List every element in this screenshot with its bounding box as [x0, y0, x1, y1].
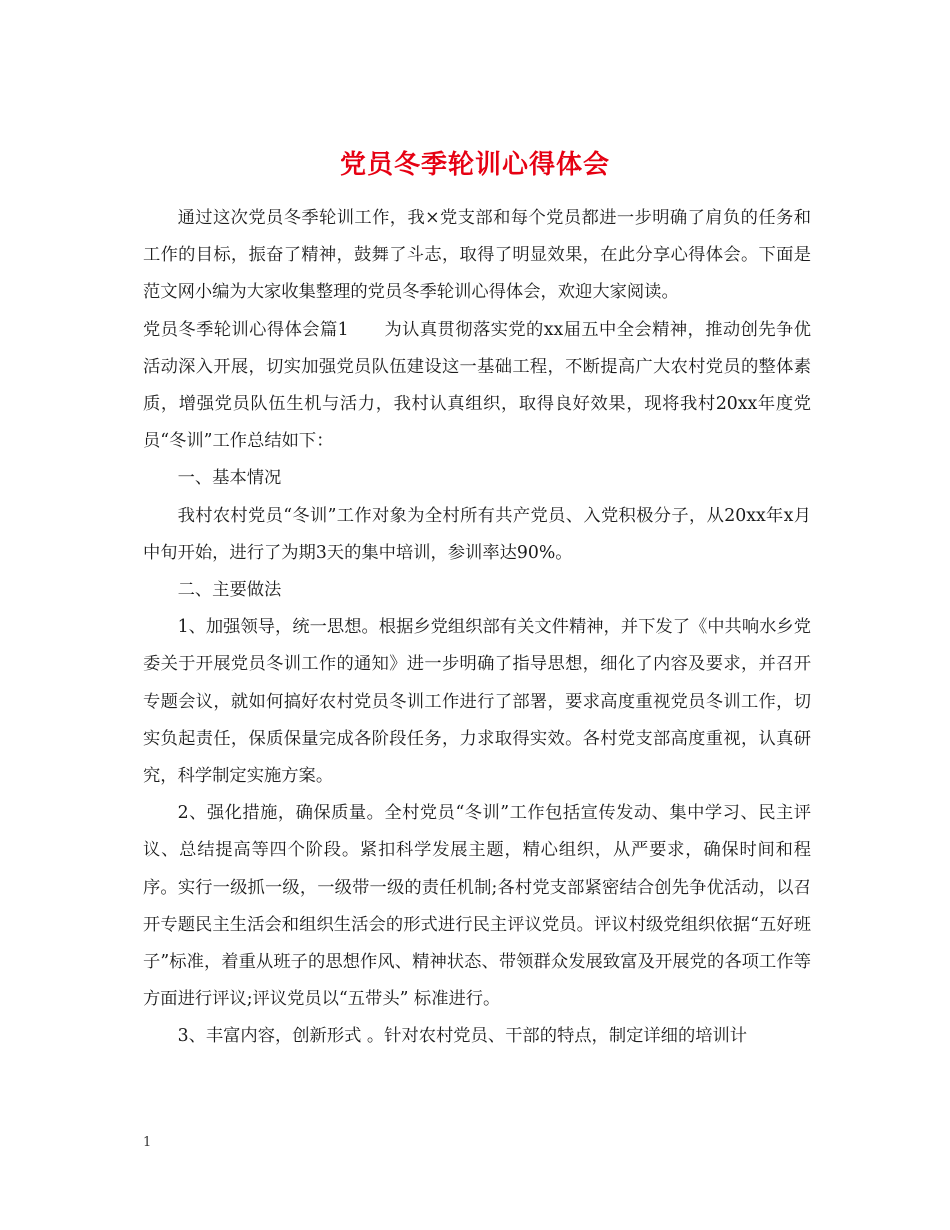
paragraph-practice-1: 1、加强领导，统一思想。根据乡党组织部有关文件精神，并下发了《中共响水乡党委关于开展党员冬训工作的通知》进一步明确了指导思想，细化了内容及要求，并召开专题会议，就如何搞好农村党员冬训工作进行了部署，要求高度重视党员冬训工作，切实负起责任，保质保量完成各阶段任务，力求取得实效。各村党支部高度重视，认真研究，科学制定实施方案。	[143, 617, 811, 787]
paragraph-basic-situation: 我村农村党员“冬训”工作对象为全村所有共产党员、入党积极分子，从20xx年x月中旬开始，进行了为期3天的集中培训，参训率达90%。	[143, 505, 811, 563]
heading-main-practices: 二、主要做法	[177, 580, 282, 601]
paragraph-practice-3: 3、丰富内容，创新形式 。针对农村党员、干部的特点，制定详细的培训计	[177, 1026, 748, 1047]
paragraph-article-1-intro: 党员冬季轮训心得体会篇1 为认真贯彻落实党的xx届五中全会精神，推动创先争优活动深入开展，切实加强党员队伍建设这一基础工程，不断提高广大农村党员的整体素质，增强党员队伍生机与活力，我村认真组织，取得良好效果，现将我村20xx年度党员“冬训”工作总结如下：	[143, 319, 811, 452]
document-title: 党员冬季轮训心得体会	[339, 150, 610, 181]
page-number: 1	[143, 1135, 152, 1150]
heading-basic-situation: 一、基本情况	[177, 468, 282, 489]
paragraph-practice-2: 2、强化措施，确保质量。全村党员“冬训”工作包括宣传发动、集中学习、民主评议、总结提高等四个阶段。紧扣科学发展主题，精心组织，从严要求，确保时间和程序。实行一级抓一级，一级带一级的责任机制;各村党支部紧密结合创先争优活动，以召开专题民主生活会和组织生活会的形式进行民主评议党员。评议村级党组织依据“五好班子”标准，着重从班子的思想作风、精神状态、带领群众发展致富及开展党的各项工作等方面进行评议;评议党员以“五带头” 标准进行。	[143, 803, 811, 1010]
document-body	[143, 200, 811, 1056]
paragraph-intro: 通过这次党员冬季轮训工作，我×党支部和每个党员都进一步明确了肩负的任务和工作的目标，振奋了精神，鼓舞了斗志，取得了明显效果，在此分享心得体会。下面是范文网小编为大家收集整理的党员冬季轮训心得体会，欢迎大家阅读。	[143, 208, 811, 303]
